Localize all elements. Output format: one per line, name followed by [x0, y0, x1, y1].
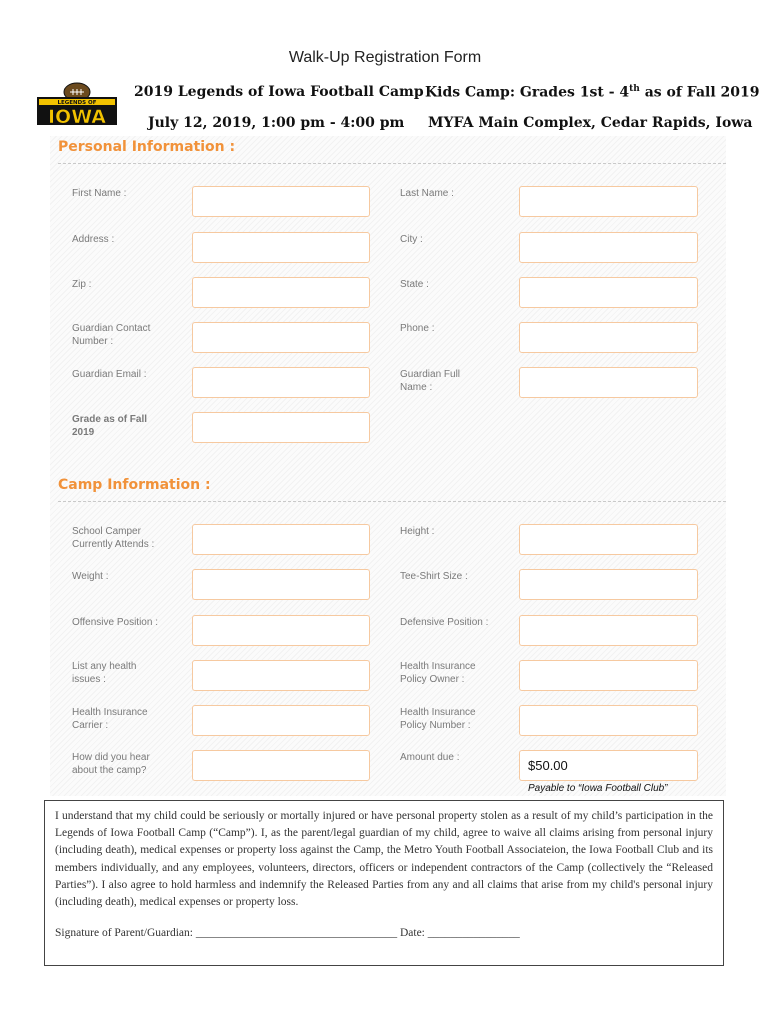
height-field[interactable] [519, 524, 698, 555]
address-label: Address : [72, 234, 115, 245]
guardian-full-name-field[interactable] [519, 367, 698, 398]
grade-label: Grade as of Fall 2019 [72, 414, 148, 438]
state-label: State : [400, 279, 429, 290]
camp-location: MYFA Main Complex, Cedar Rapids, Iowa [428, 115, 753, 131]
carrier-label: Health Insurance Carrier : [72, 707, 148, 731]
policy-owner-field[interactable] [519, 660, 698, 691]
zip-label: Zip : [72, 279, 92, 290]
policy-number-field[interactable] [519, 705, 698, 736]
waiver-box [44, 800, 724, 966]
offensive-position-label: Offensive Position : [72, 617, 158, 628]
guardian-full-name-label: Guardian Full Name : [400, 369, 461, 393]
school-label: School Camper Currently Attends : [72, 526, 155, 550]
zip-field[interactable] [192, 277, 370, 308]
weight-field[interactable] [192, 569, 370, 600]
last-name-label: Last Name : [400, 188, 454, 199]
health-issues-label: List any health issues : [72, 661, 137, 685]
logo-main-text: IOWA [47, 106, 107, 126]
offensive-position-field[interactable] [192, 615, 370, 646]
last-name-field[interactable] [519, 186, 698, 217]
camp-name: 2019 Legends of Iowa Football Camp [134, 84, 424, 100]
personal-info-heading: Personal Information : [58, 139, 236, 155]
amount-due-label: Amount due : [400, 752, 460, 763]
carrier-field[interactable] [192, 705, 370, 736]
defensive-position-field[interactable] [519, 615, 698, 646]
first-name-label: First Name : [72, 188, 127, 199]
city-label: City : [400, 234, 423, 245]
city-field[interactable] [519, 232, 698, 263]
policy-number-label: Health Insurance Policy Number : [400, 707, 476, 731]
section-divider [58, 163, 726, 164]
legends-of-iowa-logo [36, 80, 118, 126]
camp-date-time: July 12, 2019, 1:00 pm - 4:00 pm [148, 115, 405, 131]
guardian-email-field[interactable] [192, 367, 370, 398]
address-field[interactable] [192, 232, 370, 263]
health-issues-field[interactable] [192, 660, 370, 691]
hear-about-field[interactable] [192, 750, 370, 781]
weight-label: Weight : [72, 571, 109, 582]
hear-about-label: How did you hear about the camp? [72, 752, 150, 776]
camp-grades: Kids Camp: Grades 1st - 4th as of Fall 2019 [425, 84, 760, 101]
defensive-position-label: Defensive Position : [400, 617, 489, 628]
guardian-contact-field[interactable] [192, 322, 370, 353]
page-title: Walk-Up Registration Form [288, 49, 482, 66]
waiver-text: I understand that my child could be seriously or mortally injured or have personal property stolen as a result of my child’s participation in the Legends of Iowa Football Camp (“Camp”). I, as the parent/legal guardian of my child, agree to waive all claims arising from personal injury (including death), medical expenses or property loss against the Camp, the Metro Youth Football Associateion, the Iowa Football Club and its members individually, and any employees, volunteers, directors, officers or independent contractors of the Camp (collectively the “Released Parties”). I also agree to hold harmless and indemnify the Released Parties from any and all claims that arise from my child's personal injury (including death), medical expenses or property loss. [55, 810, 713, 909]
policy-owner-label: Health Insurance Policy Owner : [400, 661, 476, 685]
logo-top-text: LEGENDS OF [57, 100, 97, 106]
signature-line: Signature of Parent/Guardian: ___________________________________ Date: ________________ [55, 927, 520, 940]
grade-field[interactable] [192, 412, 370, 443]
payable-note: Payable to “Iowa Football Club” [528, 783, 668, 794]
height-label: Height : [400, 526, 435, 537]
first-name-field[interactable] [192, 186, 370, 217]
phone-field[interactable] [519, 322, 698, 353]
state-field[interactable] [519, 277, 698, 308]
section-divider [58, 501, 726, 502]
guardian-email-label: Guardian Email : [72, 369, 147, 380]
amount-due-field[interactable]: $50.00 [519, 750, 698, 781]
tshirt-field[interactable] [519, 569, 698, 600]
phone-label: Phone : [400, 323, 435, 334]
school-field[interactable] [192, 524, 370, 555]
tshirt-label: Tee-Shirt Size : [400, 571, 468, 582]
guardian-contact-label: Guardian Contact Number : [72, 323, 151, 347]
camp-info-heading: Camp Information : [58, 477, 211, 493]
